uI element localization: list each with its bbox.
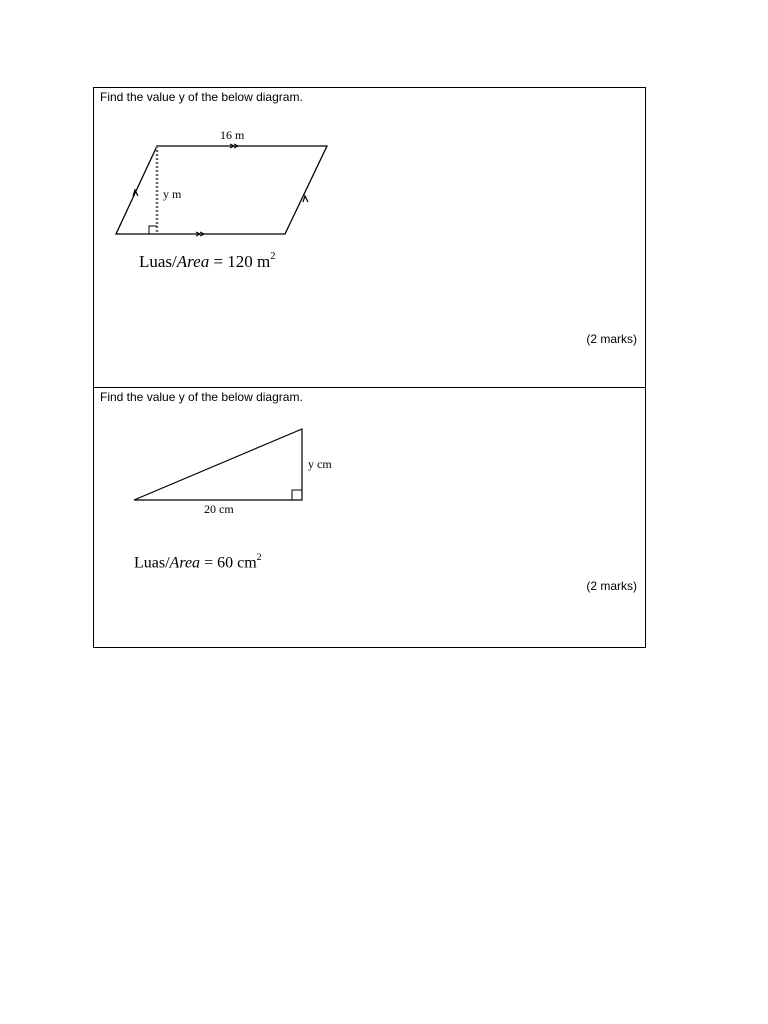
triangle-shape: [134, 429, 302, 500]
triangle-diagram: [94, 388, 647, 647]
parallel-arrow-right: [303, 196, 308, 202]
question-1-prompt: Find the value y of the below diagram.: [100, 90, 303, 104]
question-1-marks: (2 marks): [586, 332, 637, 346]
base-label: 20 cm: [204, 502, 234, 516]
top-side-label: 16 m: [220, 128, 245, 142]
question-table: [93, 87, 646, 648]
area-label-2: Luas/Area = 60 $cm^2$: [134, 551, 262, 572]
height-label: y m: [163, 187, 182, 201]
parallelogram-shape: [116, 146, 327, 234]
question-2-marks: (2 marks): [586, 579, 637, 593]
area-label-1: Luas/Area = 120 $m^2$: [139, 250, 276, 271]
right-angle-marker: [292, 490, 302, 500]
question-2-cell: [94, 388, 645, 647]
question-1-cell: [94, 88, 645, 388]
question-2-prompt: Find the value y of the below diagram.: [100, 390, 303, 404]
height-label: y cm: [308, 457, 332, 471]
parallelogram-diagram: [94, 88, 647, 388]
